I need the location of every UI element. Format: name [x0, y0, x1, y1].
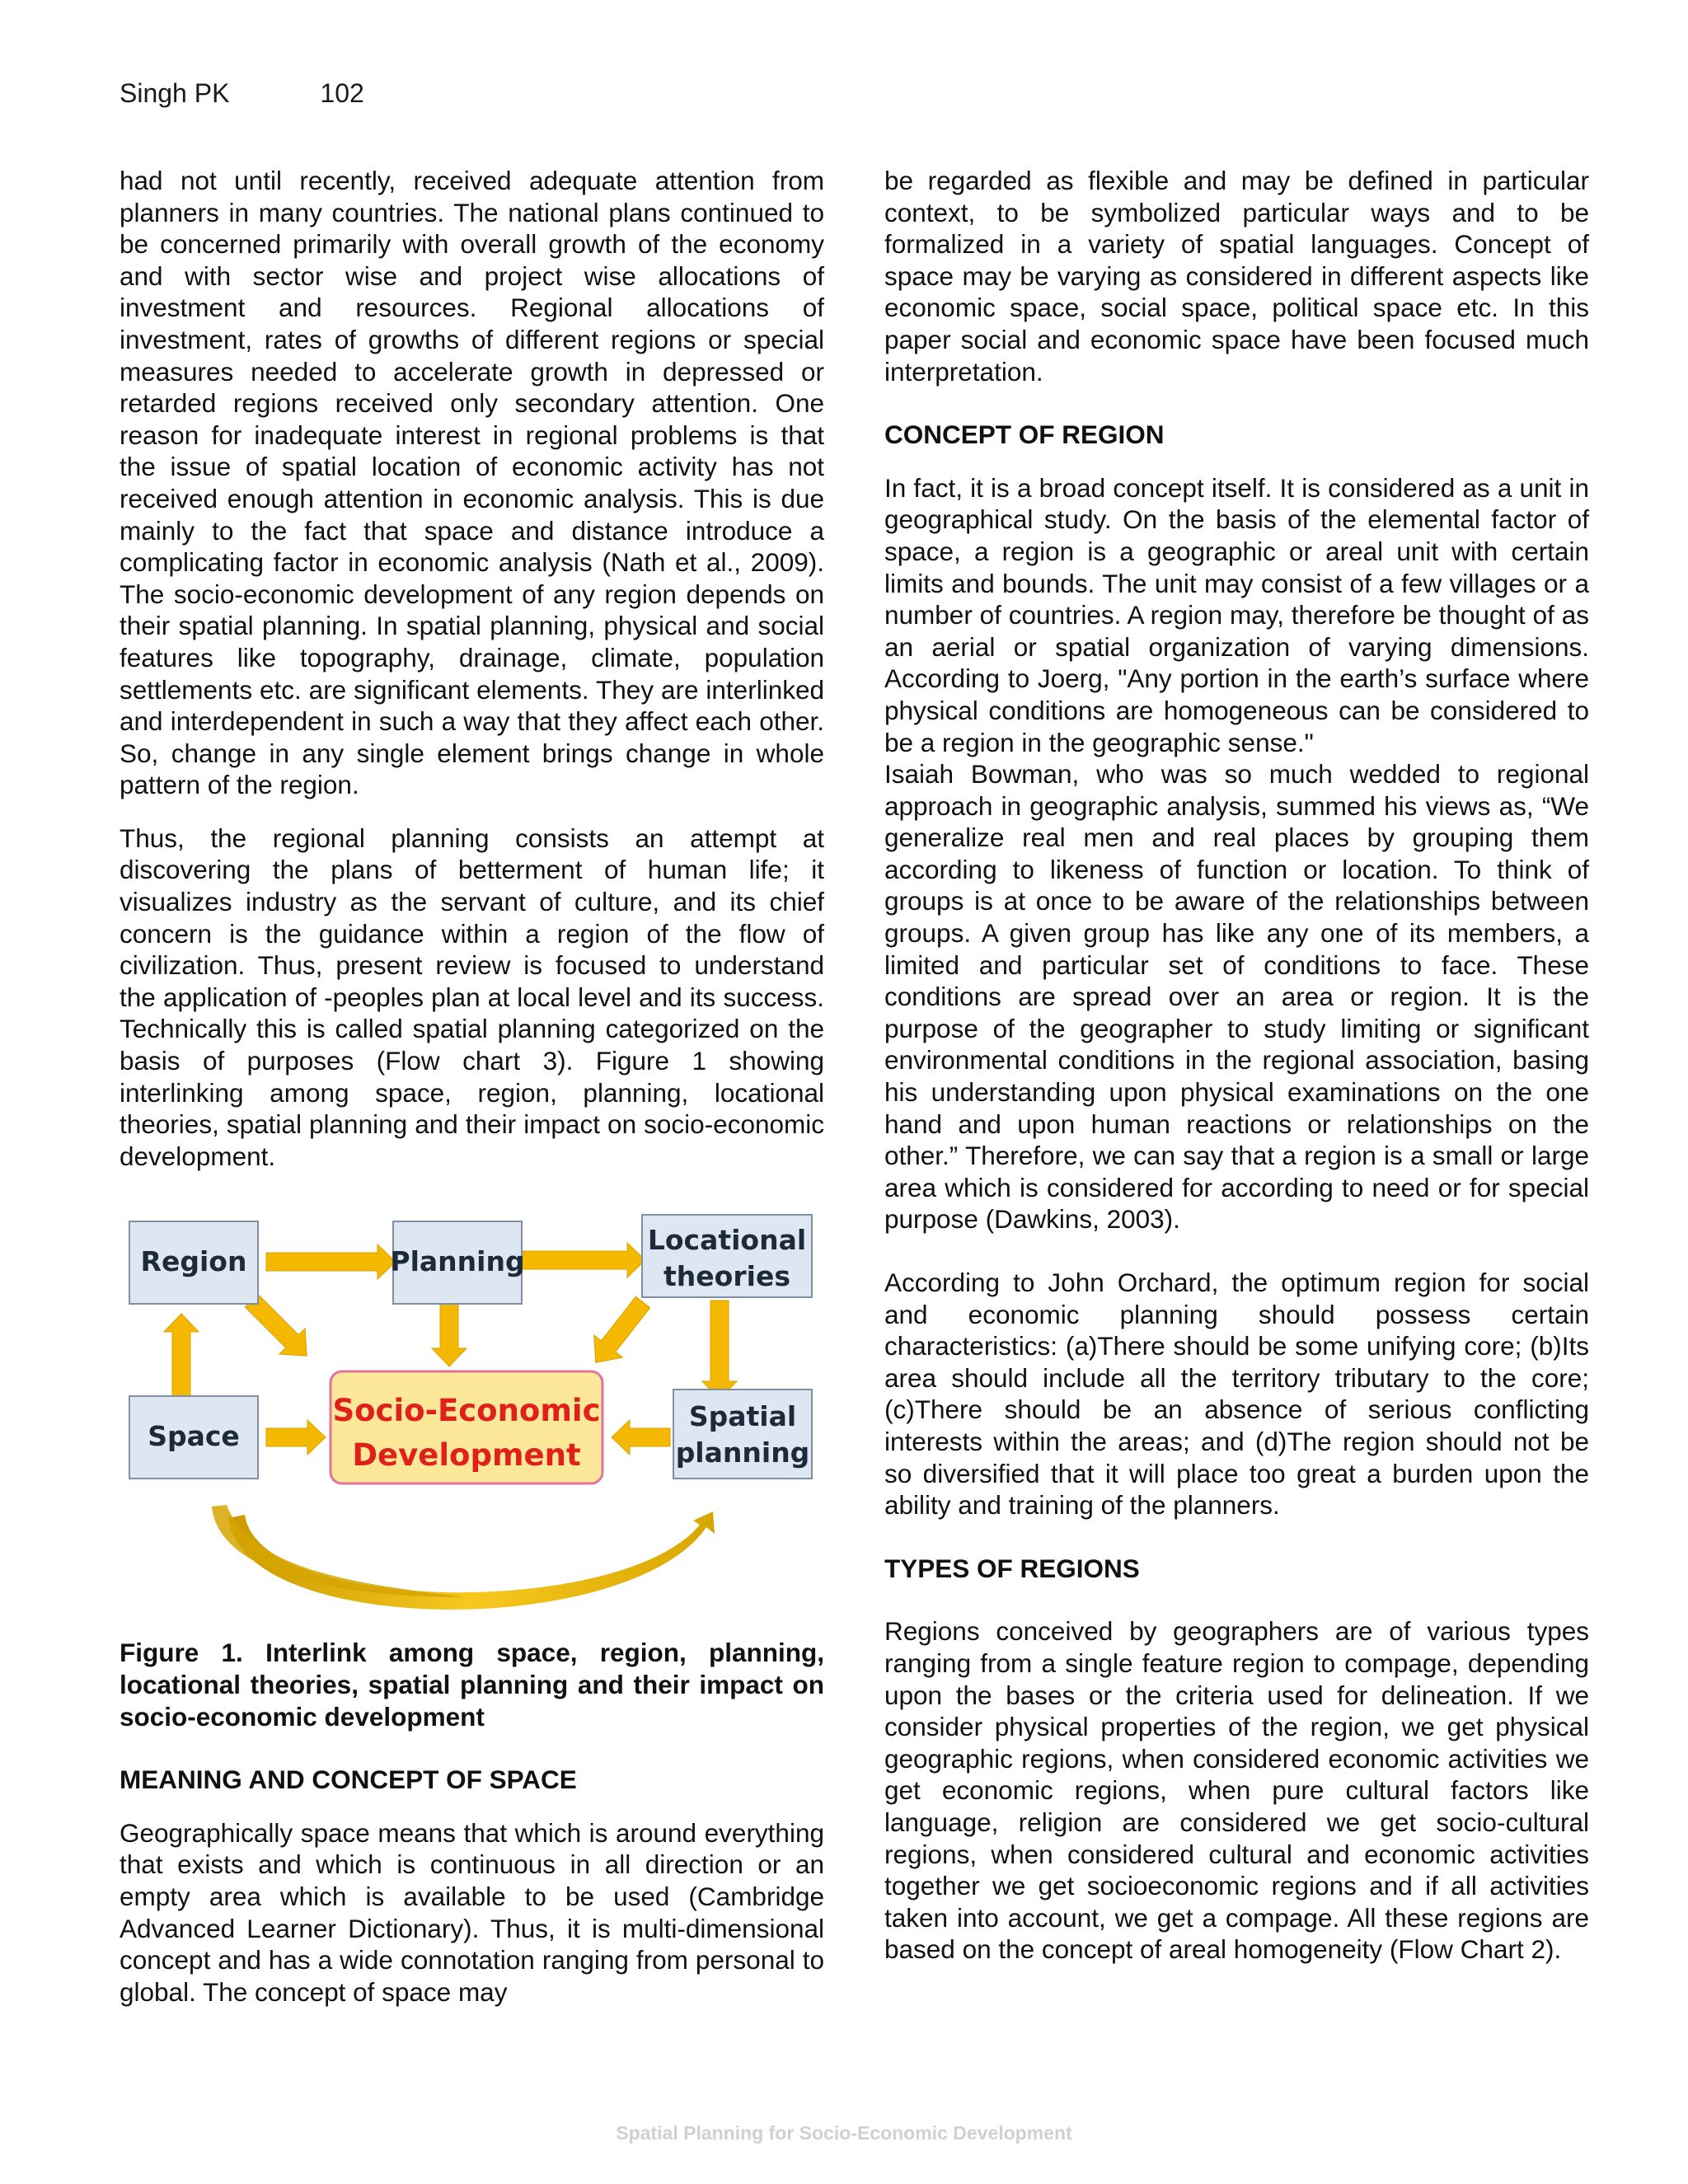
- box-label: Spatial: [688, 1400, 797, 1433]
- box-label: Locational: [647, 1224, 807, 1257]
- author-name: Singh PK: [120, 78, 230, 108]
- right-column: [884, 165, 1589, 1966]
- arrow-planning-to-locational: [523, 1243, 645, 1277]
- figure-1: [120, 1210, 820, 1630]
- paragraph: Isaiah Bowman, who was so much wedded to regional approach in geographic analysis, summed his views as, “We generalize real men and real places by grouping them according to likeness of function or location. To think of groups is at once to be aware of the relationships between groups. A given group has like any one of its members, a limited and particular set of conditions to face. These conditions are spread over an area or region. It is the purpose of the geographer to study limiting or significant environmental conditions in the regional association, basing his understanding upon physical examinations on the one hand and upon human reactions or relationships on the other.” Therefore, we can say that a region is a small or large area which is considered for according to need or for special purpose (Dawkins, 2003).: [884, 759, 1589, 1235]
- page-footer: Spatial Planning for Socio-Economic Development: [616, 2122, 1072, 2144]
- paragraph: Regions conceived by geographers are of various types ranging from a single feature region to compage, depending upon the bases or the criteria used for delineation. If we consider physical properties of the region, we get physical geographic regions, when considered economic activities we get economic regions, when pure cultural factors like language, religion are considered we get socio-cultural regions, when considered cultural and economic activities together we get socioeconomic regions and if all activities taken into account, we get a compage. All these regions are based on the concept of areal homogeneity (Flow Chart 2).: [884, 1616, 1589, 1965]
- arc-lower: [228, 1511, 715, 1610]
- paragraph: had not until recently, received adequate attention from planners in many countries. The national plans continued to be concerned primarily with overall growth of the economy and with sector wise and project wise allocations of investment and resources. Regional allocations of investment, rates of growths of different regions or special measures needed to accelerate growth in depressed or retarded regions received only secondary attention. One reason for inadequate interest in regional problems is that the issue of spatial location of economic activity has not received enough attention in economic analysis. This is due mainly to the fact that space and distance introduce a complicating factor in economic analysis (Nath et al., 2009). The socio-economic development of any region depends on their spatial planning. In spatial planning, physical and social features like topography, drainage, climate, population settlements etc. are significant elements. They are interlinked and interdependent in such a way that they affect each other. So, change in any single element brings change in whole pattern of the region.: [120, 166, 824, 800]
- box-space: [129, 1396, 258, 1479]
- box-label: Development: [352, 1437, 581, 1474]
- paragraph: be regarded as flexible and may be defined in particular context, to be symbolized particular ways and to be formalized in a variety of spatial languages. Concept of space may be varying as considered in different aspects like economic space, social space, political space etc. In this paper social and economic space have been focused much interpretation.: [884, 166, 1589, 387]
- paragraph: Geographically space means that which is around everything that exists and which is continuous in all direction or an empty area which is available to be used (Cambridge Advanced Learner Dictionary). Thus, it is multi-dimensional concept and has a wide connotation ranging from personal to global. The concept of space may: [120, 1817, 824, 2007]
- paragraph: Thus, the regional planning consists an attempt at discovering the plans of betterment of human life; it visualizes industry as the servant of culture, and its chief concern is the guidance within a region of the flow of civilization. Thus, present review is focused to understand the application of -peoples plan at local level and its success. Technically this is called spatial planning categorized on the basis of purposes (Flow chart 3). Figure 1 showing interlinking among space, region, planning, locational theories, spatial planning and their impact on socio-economic development.: [120, 823, 824, 1171]
- box-region: [129, 1221, 258, 1304]
- box-socio-economic-development: [331, 1371, 603, 1483]
- arrow-space-to-center: [266, 1420, 326, 1455]
- arrow-locational-to-spatial: [702, 1301, 737, 1399]
- running-head: [120, 78, 364, 109]
- page-number: 102: [320, 78, 364, 108]
- arc-upper: [212, 1505, 466, 1597]
- box-label: planning: [675, 1436, 810, 1469]
- paragraph: In fact, it is a broad concept itself. It is considered as a unit in geographical study. On the basis of the elemental factor of space, a region is a geographic or areal unit with certain limits and bounds. The unit may consist of a few villages or a number of countries. A region may, therefore be thought of as an aerial or spatial organization of varying dimensions. According to Joerg, "Any portion in the earth’s surface where physical conditions are homogeneous can be considered to be a region in the geographic sense.": [884, 472, 1589, 757]
- arrow-planning-to-center: [432, 1302, 467, 1366]
- figure-caption: Figure 1. Interlink among space, region, planning, locational theories, spatial planning and their impact on socio-economic development: [120, 1638, 824, 1732]
- arrow-region-to-planning: [266, 1244, 396, 1279]
- section-heading: TYPES OF REGIONS: [884, 1553, 1140, 1583]
- box-spatial-planning: [673, 1390, 812, 1479]
- box-locational-theories: [642, 1215, 812, 1297]
- box-label: Socio-Economic: [332, 1393, 601, 1429]
- left-column: [120, 165, 824, 2008]
- arrow-spatial-to-center: [612, 1420, 670, 1455]
- section-heading: CONCEPT OF REGION: [884, 419, 1165, 450]
- paragraph: According to John Orchard, the optimum region for social and economic planning should possess certain characteristics: (a)There should be some unifying core; (b)Its area should include all the territory tributary to the core; (c)There should be an absence of serious conflicting interests within the areas; and (d)The region should not be so diversified that it will place too great a burden upon the ability and training of the planners.: [884, 1268, 1589, 1521]
- section-heading: MEANING AND CONCEPT OF SPACE: [120, 1765, 577, 1795]
- feedback-arcs: [212, 1505, 715, 1610]
- box-planning: [390, 1221, 524, 1304]
- arrow-locational-to-center: [581, 1291, 657, 1374]
- box-label: Space: [148, 1420, 240, 1453]
- box-label: Planning: [390, 1245, 525, 1278]
- box-label: Region: [140, 1245, 247, 1278]
- box-label: theories: [663, 1260, 790, 1293]
- interlink-diagram: [120, 1210, 820, 1630]
